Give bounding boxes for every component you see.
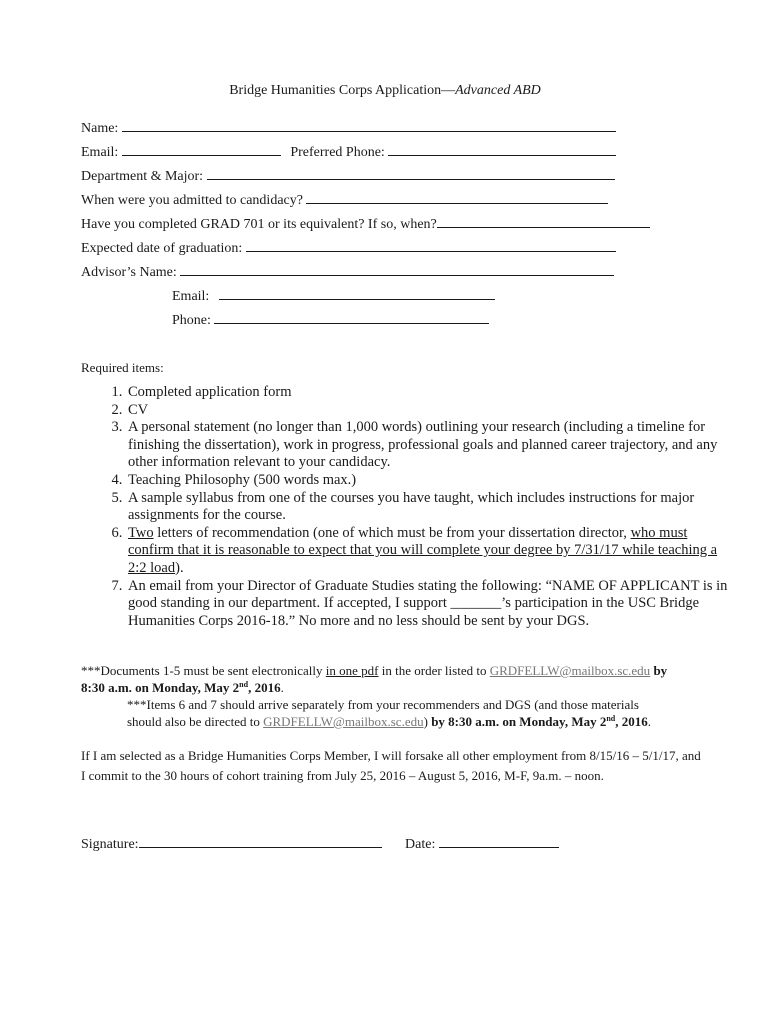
grad701-field[interactable] — [437, 214, 650, 228]
advisor-email-field[interactable] — [219, 286, 495, 300]
grad701-label: Have you completed GRAD 701 or its equivalent? If so, when? — [81, 217, 437, 232]
advisor-field[interactable] — [180, 262, 614, 276]
advisor-email-label: Email: — [172, 289, 210, 304]
name-label: Name: — [81, 121, 119, 136]
list-item: 1. Completed application form — [126, 384, 736, 402]
candidacy-row — [81, 190, 608, 210]
grad701-row — [81, 214, 650, 234]
advisor-phone-label: Phone: — [172, 313, 211, 328]
advisor-phone-field[interactable] — [214, 310, 489, 324]
signature-field[interactable] — [139, 834, 382, 848]
department-label: Department & Major: — [81, 169, 204, 184]
candidacy-field[interactable] — [306, 190, 608, 204]
department-field[interactable] — [207, 166, 615, 180]
email-link[interactable]: GRDFELLW@mailbox.sc.edu — [263, 714, 424, 729]
advisor-phone-row — [172, 310, 489, 330]
email-row — [81, 142, 616, 162]
date-label: Date: — [405, 837, 436, 852]
name-field[interactable] — [122, 118, 616, 132]
items-note: ***Items 6 and 7 should arrive separately from your recommenders and DGS (and those materials should also be directed to GRDFELLW@mailbox.sc.edu) by 8:30 a.m. on Monday, May 2nd, 2016. — [127, 697, 651, 729]
advisor-email-row — [172, 286, 495, 306]
list-item: 4. Teaching Philosophy (500 words max.) — [126, 472, 736, 490]
candidacy-label: When were you admitted to candidacy? — [81, 193, 303, 208]
commitment-paragraph: If I am selected as a Bridge Humanities Corps Member, I will forsake all other employment from 8/15/16 – 5/1/17, and I commit to the 30 hours of cohort training from July 25, 2016 – August 5, 2016, M-F, 9a.m. – noon. — [81, 748, 701, 783]
email-link[interactable]: GRDFELLW@mailbox.sc.edu — [489, 663, 651, 678]
documents-note: ***Documents 1-5 must be sent electronically in one pdf in the order listed to GRDFELLW@mailbox.sc.edu by 8:30 a.m. on Monday, May 2nd, 2016. — [81, 663, 668, 695]
list-item: 3. A personal statement (no longer than 1,000 words) outlining your research (including a timeline for finishing the dissertation), work in progress, professional goals and planned career trajectory, and any other information relevant to your candidacy. — [126, 419, 736, 472]
preferred-phone-field[interactable] — [388, 142, 616, 156]
date-field[interactable] — [439, 834, 559, 848]
graduation-field[interactable] — [246, 238, 616, 252]
list-item: 7. An email from your Director of Graduate Studies stating the following: “NAME OF APPLICANT is in good standing in our department. If accepted, I support _______’s participation in the USC Bridge Humanities Corps 2016-18.” No more and no less should be sent by your DGS. — [126, 578, 736, 631]
preferred-phone-label: Preferred Phone: — [290, 145, 385, 160]
required-items-heading: Required items: — [81, 360, 164, 375]
name-row — [81, 118, 616, 138]
advisor-row — [81, 262, 614, 282]
signature-label: Signature: — [81, 837, 139, 852]
list-item: 5. A sample syllabus from one of the courses you have taught, which includes instructions for major assignments for the course. — [126, 490, 736, 525]
list-item: 2. CV — [126, 402, 736, 420]
graduation-row — [81, 238, 616, 258]
email-label: Email: — [81, 145, 119, 160]
signature-row — [81, 834, 559, 854]
department-row — [81, 166, 615, 186]
form-title: Bridge Humanities Corps Application—Advanced ABD — [229, 83, 541, 98]
required-items-list — [84, 384, 736, 630]
advisor-label: Advisor’s Name: — [81, 265, 177, 280]
graduation-label: Expected date of graduation: — [81, 241, 243, 256]
email-field[interactable] — [122, 142, 281, 156]
list-item: 6. Two letters of recommendation (one of which must be from your dissertation director, who must confirm that it is reasonable to expect that you will complete your degree by 7/31/17 while teaching a 2:2 load). — [126, 525, 736, 578]
